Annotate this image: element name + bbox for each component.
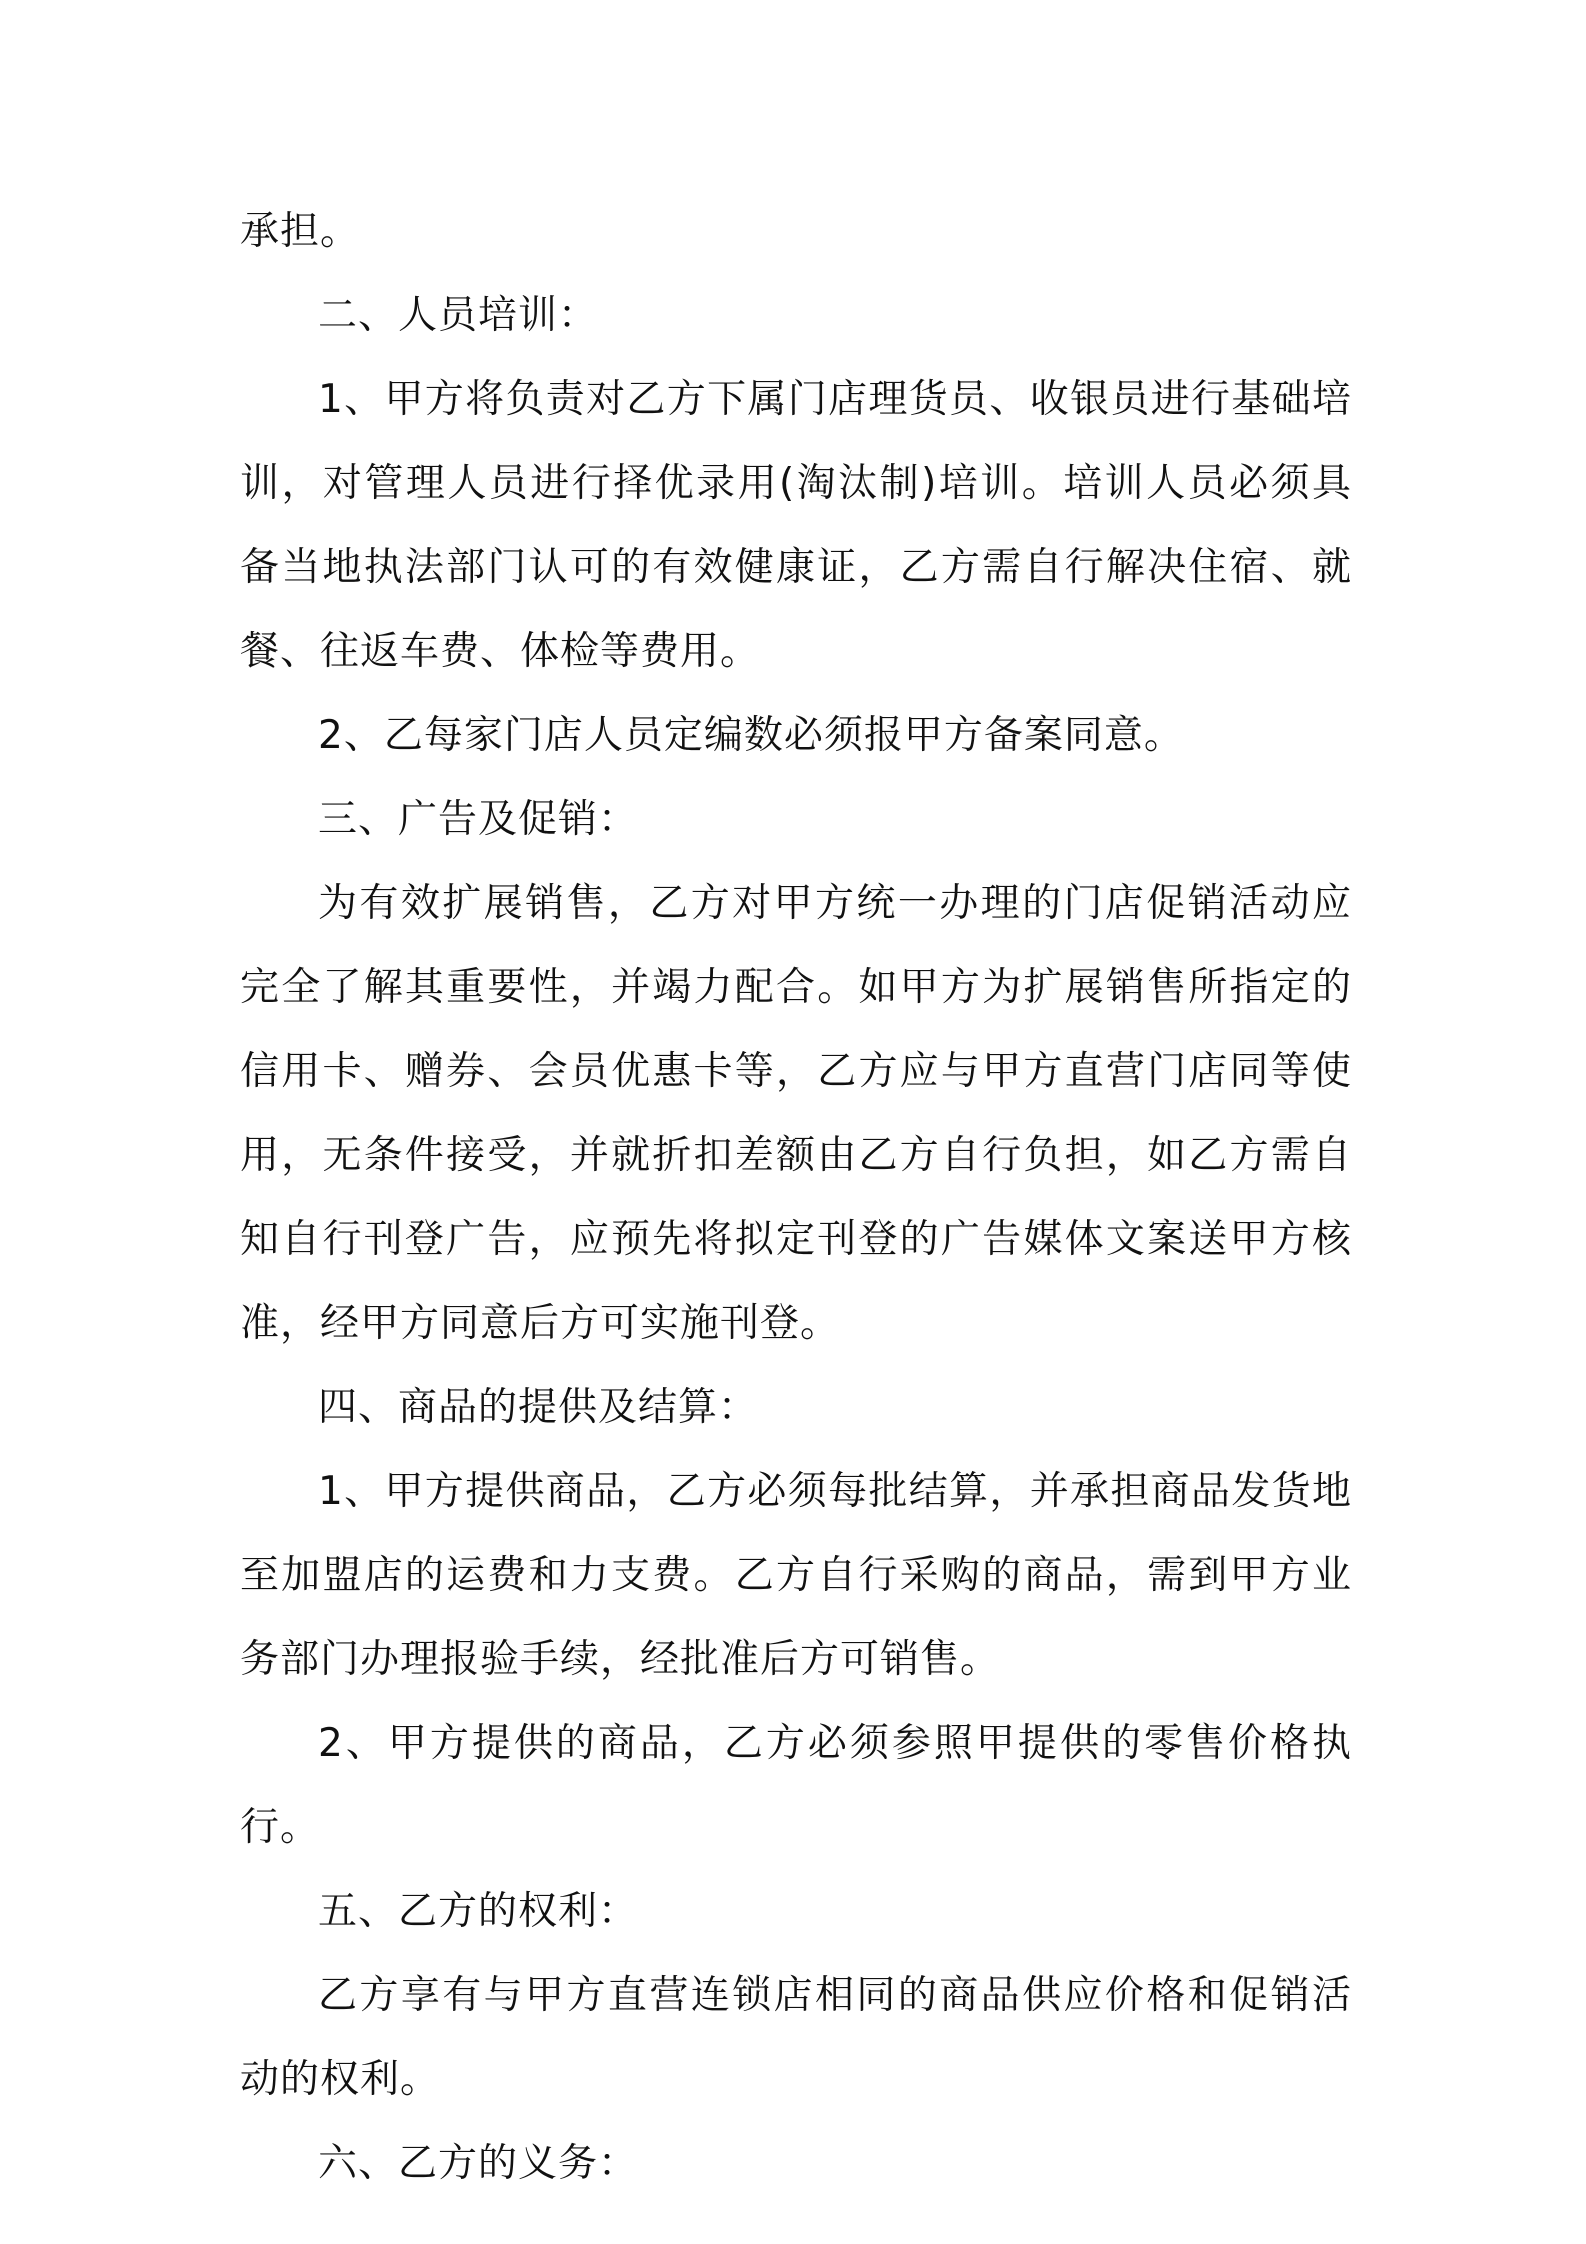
section-heading-obligations: 六、乙方的义务： <box>318 2141 639 2186</box>
paragraph-continuation: 承担。 <box>240 209 361 254</box>
section-heading-advertising: 三、广告及促销： <box>318 797 639 842</box>
paragraph-goods-2: 2、甲方提供的商品，乙方必须参照甲提供的零售价格执行。 <box>240 1721 1352 1850</box>
section-heading-rights: 五、乙方的权利： <box>318 1889 639 1934</box>
document-body <box>240 190 1352 2206</box>
section-heading-goods: 四、商品的提供及结算： <box>318 1385 759 1430</box>
paragraph-training-1: 1、甲方将负责对乙方下属门店理货员、收银员进行基础培训，对管理人员进行择优录用(淘汰制)培训。培训人员必须具备当地执法部门认可的有效健康证，乙方需自行解决住宿、就餐、往返车费、体检等费用。 <box>240 377 1352 674</box>
paragraph-advertising: 为有效扩展销售，乙方对甲方统一办理的门店促销活动应完全了解其重要性，并竭力配合。如甲方为扩展销售所指定的信用卡、赠券、会员优惠卡等，乙方应与甲方直营门店同等使用，无条件接受，并就折扣差额由乙方自行负担，如乙方需自知自行刊登广告，应预先将拟定刊登的广告媒体文案送甲方核准，经甲方同意后方可实施刊登。 <box>240 881 1352 1346</box>
section-heading-training: 二、人员培训： <box>318 293 599 338</box>
paragraph-rights: 乙方享有与甲方直营连锁店相同的商品供应价格和促销活动的权利。 <box>240 1973 1352 2102</box>
paragraph-training-2: 2、乙每家门店人员定编数必须报甲方备案同意。 <box>318 713 1184 758</box>
paragraph-goods-1: 1、甲方提供商品，乙方必须每批结算，并承担商品发货地至加盟店的运费和力支费。乙方自行采购的商品，需到甲方业务部门办理报验手续，经批准后方可销售。 <box>240 1469 1352 1682</box>
